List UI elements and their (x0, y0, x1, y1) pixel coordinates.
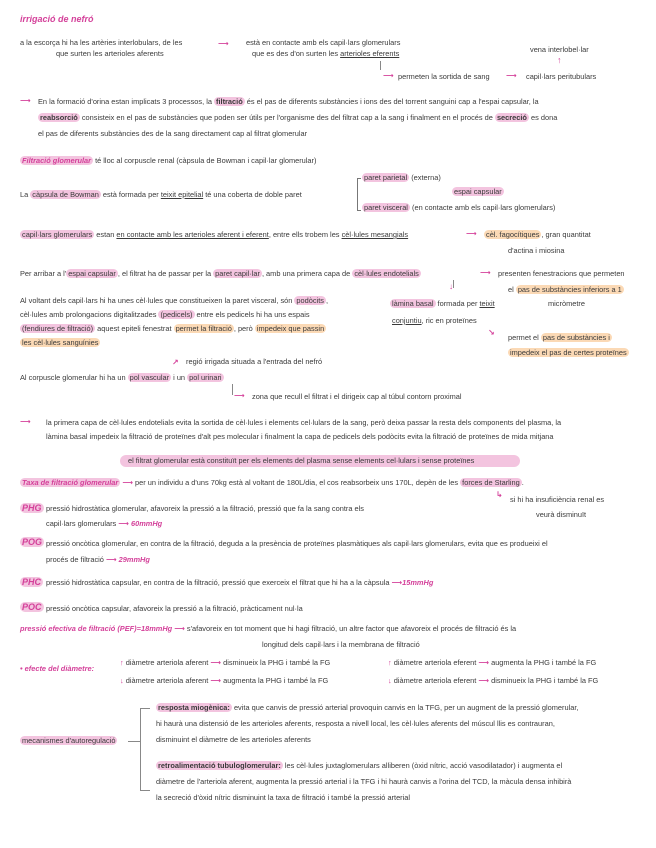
label-phg: PHG (22, 503, 42, 513)
text-line: En la formació d'orina estan implicats 3 processos, la filtració és el pas de diferents substàncies i ions des del torrent sanguini cap a l'espai capsular, la (38, 97, 539, 106)
autoregulation-label: mecanismes d'autoregulació (22, 736, 116, 745)
text-line: disminuint el diàmetre de les arterioles aferents (156, 735, 311, 744)
arrow-icon: ⟶ (20, 96, 31, 105)
arrow-icon: ⟶ (383, 71, 394, 80)
text-line: d'actina i miosina (508, 246, 565, 255)
brace (357, 178, 361, 211)
text-line: regió irrigada situada a l'entrada del nefró (186, 357, 323, 366)
text-line: hi haurà una distensió de les arterioles aferents, resposta a nivell local, les cèl·lules aferents del múscul llis es contrauran, (156, 719, 555, 728)
arrow-down-icon: ↓ (449, 282, 453, 291)
text-line: la primera capa de cèl·lules endotelials evita la sortida de cèl·lules i elements cel·lulars de la sang, però deixa passar la resta dels components del plasma, la (46, 418, 562, 427)
arrow-icon: ⟶ (480, 268, 491, 277)
text-line: està en contacte amb els capil·lars glomerulars (246, 38, 401, 47)
banner-text: el filtrat glomerular està constituït per els elements del plasma sense elements cel·lulars i sense proteïnes (128, 456, 475, 465)
text-line: vena interlobel·lar (530, 45, 589, 54)
text-line: paret parietal (externa) (364, 173, 441, 182)
text-line: làmina basal formada per teixit (392, 299, 495, 308)
connector-line (140, 708, 150, 709)
text-line: ↑ diàmetre arteriola eferent ⟶ augmenta la PHG i també la FG (388, 658, 597, 667)
text-line: capil·lars glomerulars ⟶ 60mmHg (46, 519, 163, 528)
text-line: impedeix el pas de certes proteïnes (510, 348, 627, 357)
arrow-icon: ⟶ (506, 71, 517, 80)
label-phc: PHC (22, 577, 42, 587)
text-line: Per arribar a l' espai capsular , el filtrat ha de passar per la paret capil·lar , amb una primera capa de cèl·lules endotelials (20, 269, 419, 278)
label-poc: POC (22, 602, 42, 612)
text-line: pressió oncòtica glomerular, en contra de la filtració, deguda a la presència de proteïnes plasmàtiques als capil·lars glomerulars, evita que es produeixi el (46, 539, 548, 548)
text-line: que es des d'on surten les arterioles eferents (252, 49, 400, 58)
text-line: el pas de substàncies inferiors a 1 (508, 285, 622, 294)
text-line: ↑ diàmetre arteriola aferent ⟶ disminueix la PHG i també la FG (120, 658, 331, 667)
connector-line (140, 790, 150, 791)
text-line: retroalimentació tubuloglomerular: les cèl·lules juxtaglomerulars alliberen (òxid nítric, acció vasodilatador) i augmenta el (158, 761, 563, 770)
connector-line (232, 384, 233, 395)
arrow-icon: ⟶ (234, 391, 245, 400)
effect-title: • efecte del diàmetre: (20, 664, 95, 673)
text-line: diàmetre de l'arteriola aferent, augmenta la pressió arterial i la TFG i hi haurà canvis a l'orina del TCD, la màcula densa inhibirà (156, 777, 572, 786)
text-line: resposta miogènica: evita que canvis de pressió arterial provoquin canvis en la TFG, per un augment de la pressió glomerular, (158, 703, 579, 712)
label-pog: POG (22, 537, 43, 547)
text-line: Taxa de filtració glomerular ⟶ per un individu a d'uns 70kg està al voltant de 180L/dia, el cos reabsorbeix uns 170L, depèn de les forces de Starling . (22, 478, 524, 487)
arrow-up-icon: ↗ (172, 358, 179, 367)
espai-capsular-label: espai capsular (454, 187, 502, 196)
text-line: ↓ diàmetre arteriola eferent ⟶ disminueix la PHG i també la FG (388, 676, 599, 685)
text-line: presenten fenestracions que permeten (498, 269, 625, 278)
text-line: pressió hidrostàtica capsular, en contra de la filtració, pressió que exerceix el filtrat que hi ha a la càpsula ⟶15mmHg (46, 578, 434, 587)
text-line: La càpsula de Bowman està formada per teixit epitelial té una coberta de doble paret (20, 190, 302, 199)
text-line: Filtració glomerular té lloc al corpuscle renal (càpsula de Bowman i capil·lar glomerular) (22, 156, 317, 165)
text-line: procés de filtració ⟶ 29mmHg (46, 555, 150, 564)
arrow-up-icon: ↑ (557, 55, 562, 65)
text-line: capil·lars glomerulars estan en contacte amb les arterioles aferent i eferent, entre ells trobem les cèl·lules mesangials (22, 230, 409, 239)
text-line: el pas de diferents substàncies des de la sang directament cap al filtrat glomerular (38, 129, 308, 138)
text-line: la secreció d'òxid nítric disminuint la taxa de filtració i també la pressió arterial (156, 793, 411, 802)
text-line: pressió hidrostàtica glomerular, afavoreix la pressió a la filtració, pressió que fa la sang contra els (46, 504, 364, 513)
arrow-icon: ⟶ (218, 39, 229, 48)
connector-line (128, 741, 140, 742)
text-line: ↓ diàmetre arteriola aferent ⟶ augmenta la PHG i també la FG (120, 676, 329, 685)
text-line: les cèl·lules sanguínies (22, 338, 99, 347)
text-line: paret visceral (en contacte amb els capil·lars glomerulars) (364, 203, 556, 212)
text-line: pressió oncòtica capsular, afavoreix la pressió a la filtració, pràcticament nul·la (46, 604, 303, 613)
text-line: permeten la sortida de sang (398, 72, 490, 81)
arrow-icon: ↳ (496, 490, 503, 499)
text-line: si hi ha insuficiència renal es (510, 495, 605, 504)
text-line: Al voltant dels capil·lars hi ha unes cèl·lules que constitueixen la paret visceral, són podòcits , (20, 296, 329, 305)
text-line: veurà disminuït (536, 510, 587, 519)
connector-line (453, 280, 454, 288)
text-line: capil·lars peritubulars (526, 72, 597, 81)
text-line: (fendiures de filtració) aquest epiteli fenestrat permet la filtració , però impedeix que passin (22, 324, 325, 333)
text-line: conjuntiu, ric en proteïnes (392, 316, 477, 325)
arrow-icon: ⟶ (466, 229, 477, 238)
section-title-irrigacio: irrigació de nefró (20, 14, 94, 24)
text-line: a la escorça hi ha les artèries interlobulars, de les (20, 38, 183, 47)
text-line: Al corpuscle glomerular hi ha un pol vascular i un pol urinari (20, 373, 222, 382)
text-line: que surten les arterioles aferents (56, 49, 164, 58)
text-line: làmina basal impedeix la filtració de proteïnes d'alt pes molecular i finalment la capa de pedicels dels podòcits evita la filtració de proteïnes de mida mitjana (46, 432, 554, 441)
text-line: zona que recull el filtrat i el dirigeix cap al túbul contorn proximal (252, 392, 462, 401)
text-line: micròmetre (548, 299, 585, 308)
text-line: permet el pas de substàncies i (508, 333, 610, 342)
arrow-icon: ↘ (488, 328, 495, 337)
connector-line (380, 61, 381, 70)
text-line: cèl. fagocítiques , gran quantitat (486, 230, 591, 239)
text-line: reabsorció consisteix en el pas de substàncies que poden ser útils per l'organisme des del filtrat cap a la sang i finalment en el procés de secreció es dona (40, 113, 558, 122)
arrow-icon: ⟶ (20, 417, 31, 426)
text-line: longitud dels capil·lars i la membrana de filtració (262, 640, 420, 649)
text-line: cèl·lules amb prolongacions digitalitzades (pedicels) entre els pedicels hi ha uns espais (20, 310, 310, 319)
text-line: pressió efectiva de filtració (PEF)=18mmHg ⟶ s'afavoreix en tot moment que hi hagi filtració, un altre factor que afavoreix el procés de filtració és la (20, 624, 517, 633)
connector-line (140, 708, 141, 790)
